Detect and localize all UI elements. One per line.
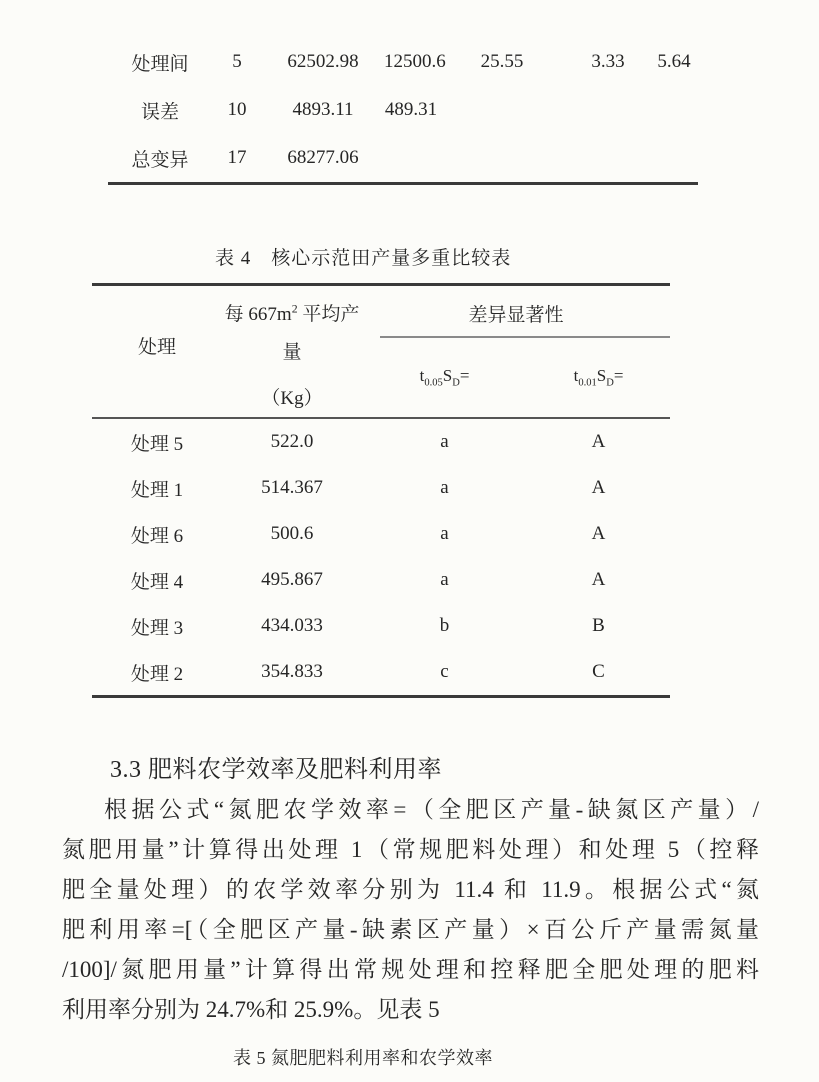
body-paragraph: [62, 790, 759, 1030]
cell-sig05: a: [440, 569, 449, 590]
cell-sig01: C: [592, 661, 605, 682]
table4-caption: 表 4 核心示范田产量多重比较表: [215, 248, 512, 269]
cell-treatment: 处理 3: [130, 617, 184, 639]
cell-treatment: 处理 4: [130, 571, 184, 593]
anova-row: [108, 38, 698, 86]
cell-sig05: a: [440, 523, 449, 544]
cell-yield: 500.6: [270, 523, 314, 544]
table-row: [92, 511, 670, 557]
paragraph-line: 氮肥用量”计算得出处理 1（常规肥料处理）和处理 5（控释: [62, 837, 759, 862]
cell-yield: 514.367: [261, 477, 323, 498]
yield-header-line2: 量: [282, 342, 302, 363]
anova-cell-f: 25.55: [480, 51, 524, 72]
anova-cell-df: 5: [232, 51, 242, 72]
superscript-2: 2: [291, 302, 298, 316]
yield-header-line1: 每 $667m^2$ 平均产: [224, 302, 360, 325]
cell-sig05: a: [440, 431, 449, 452]
anova-cell-ms: 12500.6: [384, 51, 446, 72]
cell-yield: 434.033: [261, 615, 323, 636]
anova-table: [108, 38, 698, 185]
anova-cell-df: 10: [227, 99, 247, 120]
anova-cell-label: 误差: [140, 101, 179, 123]
anova-cell-label: 总变异: [131, 149, 189, 171]
cell-sig05: a: [440, 477, 449, 498]
cell-treatment: 处理 1: [130, 479, 184, 501]
cell-sig01: A: [591, 477, 606, 498]
paragraph-line: 利用率分别为 24.7%和 25.9%。见表 5: [62, 997, 440, 1022]
cell-sig05: b: [439, 615, 450, 636]
cell-sig01: A: [591, 523, 606, 544]
paragraph-line: 肥利用率=[（全肥区产量-缺素区产量）×百公斤产量需氮量: [62, 917, 759, 942]
paragraph-line: 根据公式“氮肥农学效率=（全肥区产量-缺氮区产量）/: [104, 797, 759, 822]
yield-header-unit: （Kg）: [261, 388, 323, 409]
paragraph-line: 肥全量处理）的农学效率分别为 11.4 和 11.9。根据公式“氮: [62, 877, 759, 902]
anova-cell-ss: 4893.11: [292, 99, 354, 120]
anova-cell-ss: 62502.98: [287, 51, 359, 72]
cell-sig01: B: [592, 615, 605, 636]
table-row: [92, 649, 670, 695]
anova-row: [108, 86, 698, 134]
cell-sig05: c: [440, 661, 449, 682]
cell-sig01: A: [591, 569, 606, 590]
table-row: [92, 465, 670, 511]
cell-treatment: 处理 6: [130, 525, 184, 547]
column-header-t001: $t_{0.01}S_D=$: [573, 366, 624, 389]
table4-header: [92, 286, 670, 419]
table4: [92, 283, 670, 698]
cell-yield: 354.833: [261, 661, 323, 682]
cell-sig01: A: [591, 431, 606, 452]
column-header-t005: $t_{0.05}S_D=$: [419, 366, 470, 389]
anova-cell-df: 17: [227, 147, 247, 168]
anova-cell-f001: 5.64: [657, 51, 691, 72]
cell-treatment: 处理 5: [130, 433, 184, 455]
table5-caption: 表 5 氮肥肥料利用率和农学效率: [233, 1048, 493, 1068]
anova-cell-ms: 489.31: [384, 99, 438, 120]
table-row: [92, 419, 670, 465]
cell-yield: 495.867: [261, 569, 323, 590]
table-row: [92, 603, 670, 649]
anova-cell-label: 处理间: [131, 53, 189, 75]
column-header-treatment: 处理: [137, 337, 176, 358]
anova-cell-f005: 3.33: [591, 51, 625, 72]
cell-yield: 522.0: [270, 431, 314, 452]
paragraph-line: /100]/氮肥用量”计算得出常规处理和控释肥全肥处理的肥料: [62, 957, 759, 982]
table-row: [92, 557, 670, 603]
section-heading: 3.3 肥料农学效率及肥料利用率: [110, 757, 442, 783]
significance-group-rule: [380, 336, 670, 338]
anova-cell-ss: 68277.06: [287, 147, 359, 168]
anova-row: [108, 134, 698, 182]
column-header-significance-group: 差异显著性: [468, 305, 564, 326]
cell-treatment: 处理 2: [130, 663, 184, 685]
